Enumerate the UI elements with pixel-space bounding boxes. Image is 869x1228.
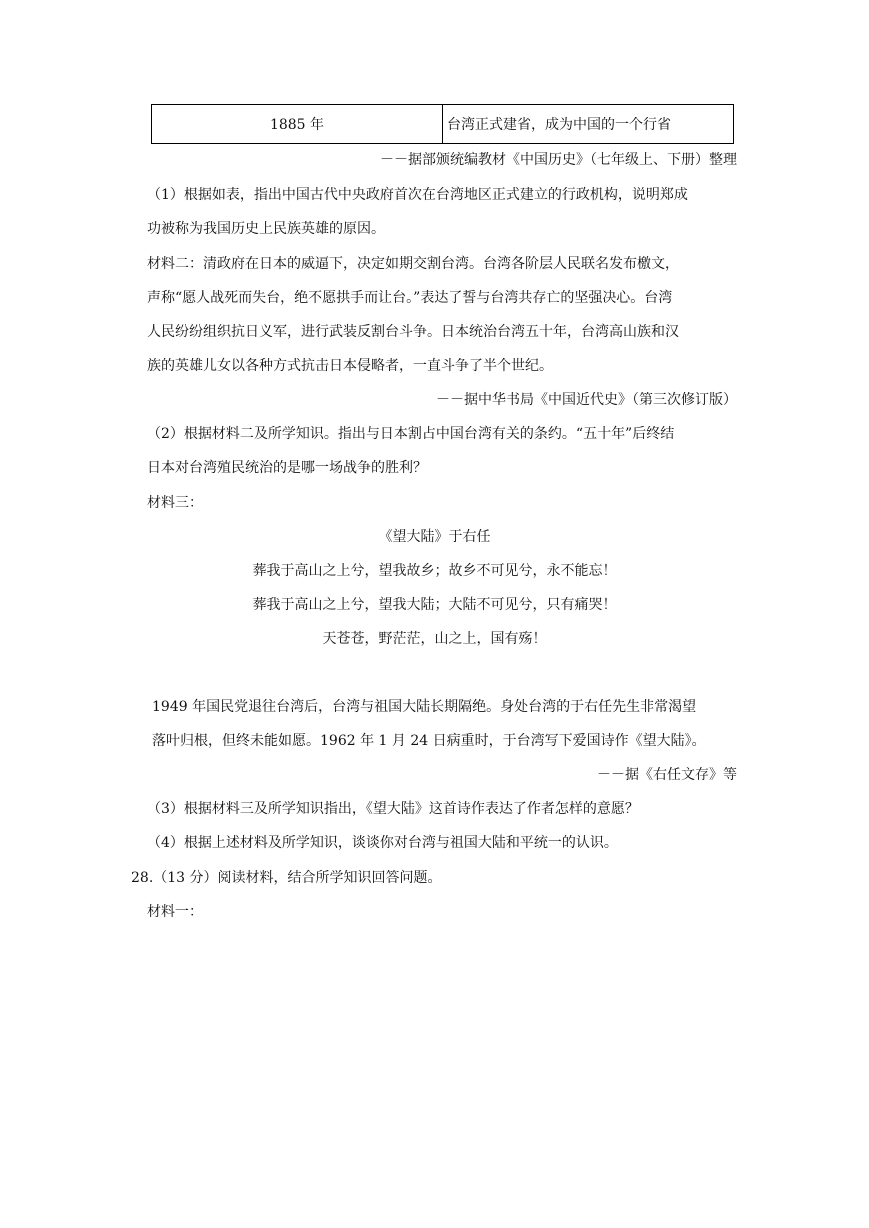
poem-line-2: 葬我于高山之上兮，望我大陆；大陆不可见兮，只有痛哭！ (252, 597, 617, 613)
poem-line-3: 天苍苍，野茫茫，山之上，国有殇！ (322, 631, 547, 647)
source-citation-3: －－据《右任文存》等 (597, 767, 737, 783)
source-citation-2: －－据中华书局《中国近代史》（第三次修订版） (436, 392, 737, 408)
source-citation-1: －－据部颁统编教材《中国历史》（七年级上、下册）整理 (380, 152, 737, 168)
event-cell: 台湾正式建省，成为中国的一个行省 (443, 105, 734, 144)
question-2-line-1: （2）根据材料二及所学知识。指出与日本割占中国台湾有关的条约。“五十年”后终结 (147, 426, 675, 442)
question-4: （4）根据上述材料及所学知识，谈谈你对台湾与祖国大陆和平统一的认识。 (147, 835, 618, 851)
material-2-line-1: 材料二：清政府在日本的威逼下，决定如期交割台湾。台湾各阶层人民联名发布檄文， (147, 256, 679, 272)
question-28-heading: 28.（13 分）阅读材料，结合所学知识回答问题。 (131, 870, 442, 886)
material-2-line-4: 族的英雄儿女以各种方式抗击日本侵略者，一直斗争了半个世纪。 (147, 358, 553, 374)
material-3-text-line-2: 落叶归根，但终未能如愿。1962 年 1 月 24 日病重时，于台湾写下爱国诗作《望大陆》。 (152, 733, 706, 749)
poem-title: 《望大陆》于右任 (378, 529, 491, 545)
poem-line-1: 葬我于高山之上兮，望我故乡；故乡不可见兮，永不能忘！ (252, 563, 617, 579)
history-table (151, 104, 734, 144)
question-3: （3）根据材料三及所学知识指出，《望大陆》这首诗作表达了作者怎样的意愿？ (147, 801, 639, 817)
question-1-line-1: （1）根据如表，指出中国古代中央政府首次在台湾地区正式建立的行政机构，说明郑成 (147, 187, 688, 203)
material-1-label: 材料一： (147, 904, 203, 920)
material-2-line-3: 人民纷纷组织抗日义军，进行武装反割台斗争。日本统治台湾五十年，台湾高山族和汉 (147, 324, 679, 340)
material-3-label: 材料三： (147, 495, 203, 511)
question-1-line-2: 功被称为我国历史上民族英雄的原因。 (147, 221, 385, 237)
table-row (152, 105, 734, 144)
material-3-text-line-1: 1949 年国民党退往台湾后，台湾与祖国大陆长期隔绝。身处台湾的于右任先生非常渴望 (152, 699, 697, 715)
question-2-line-2: 日本对台湾殖民统治的是哪一场战争的胜利？ (147, 460, 427, 476)
year-cell: 1885 年 (152, 105, 443, 144)
material-2-line-2: 声称“愿人战死而失台，绝不愿拱手而让台。”表达了誓与台湾共存亡的坚强决心。台湾 (147, 290, 673, 306)
